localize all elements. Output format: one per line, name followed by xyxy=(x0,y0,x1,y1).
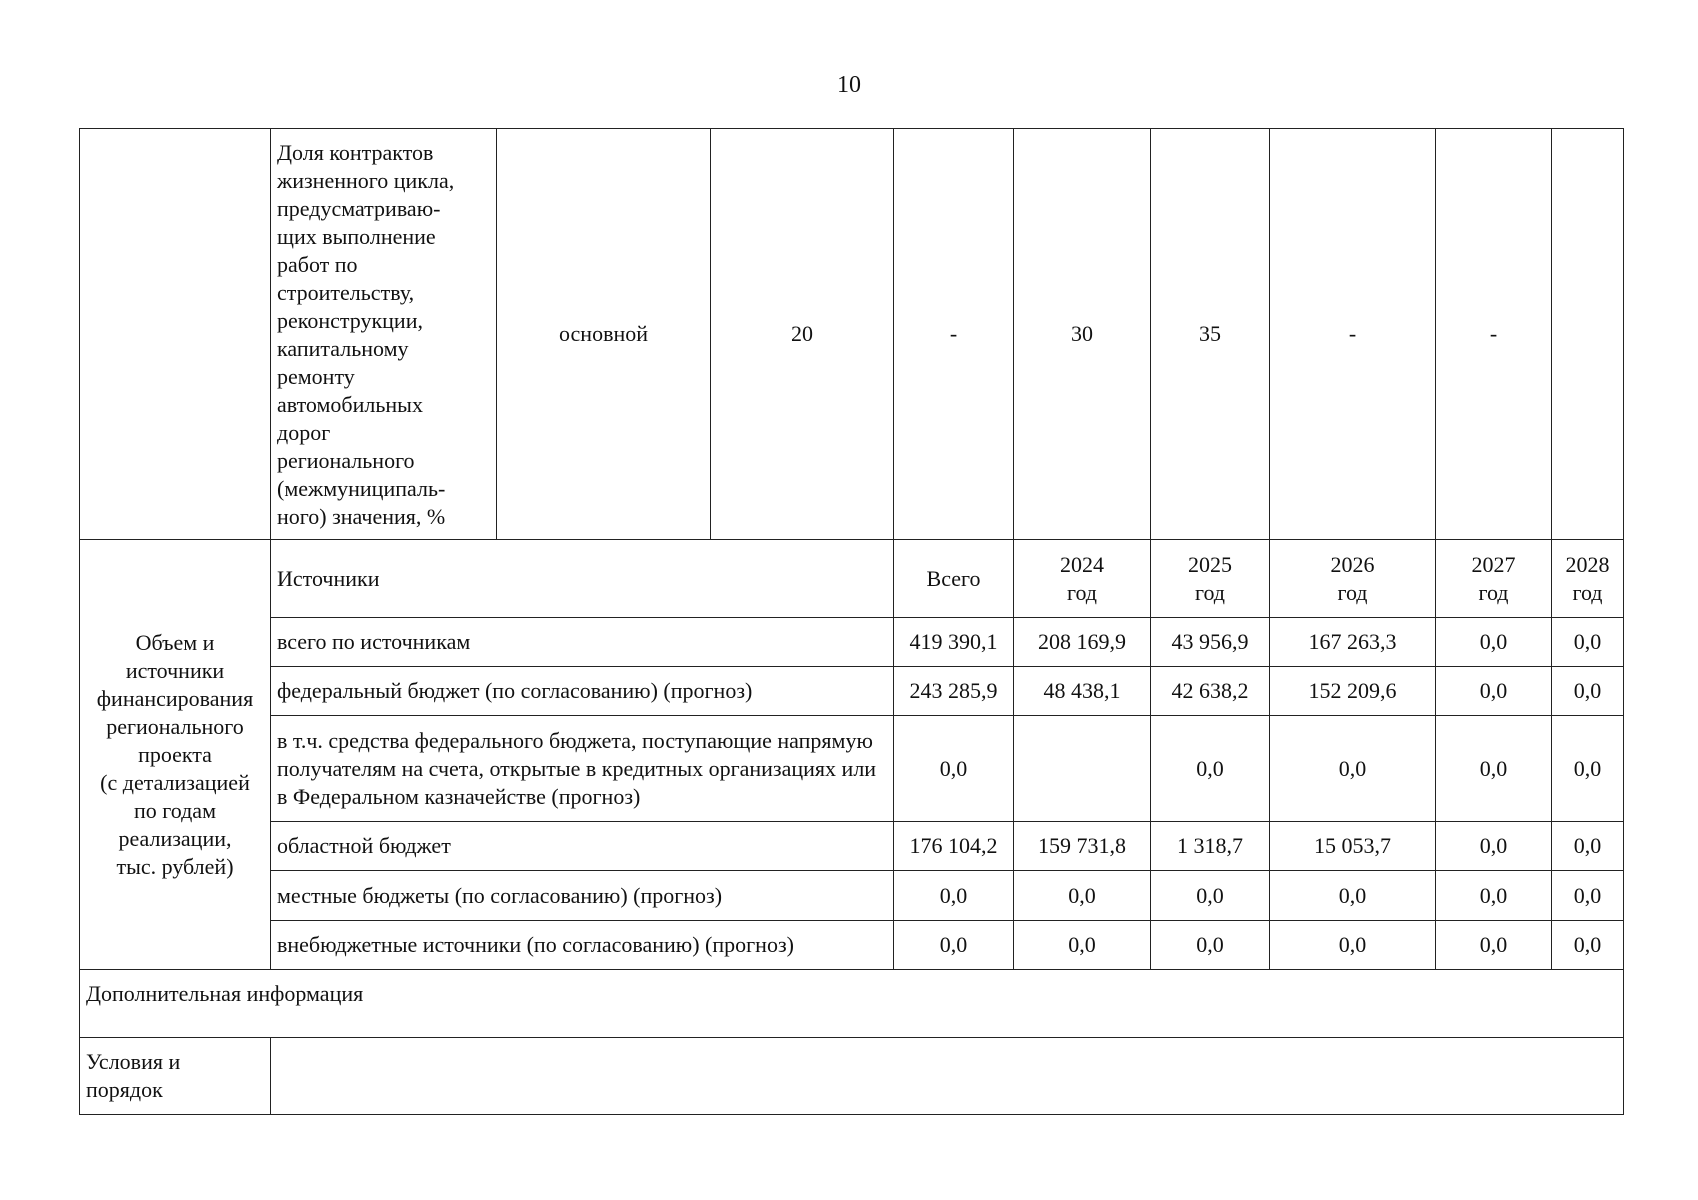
year-header: 2026 год xyxy=(1270,540,1436,618)
sources-header: Источники xyxy=(271,540,894,618)
finance-value: 0,0 xyxy=(1436,822,1552,871)
year-header: 2027 год xyxy=(1436,540,1552,618)
finance-row-label: в т.ч. средства федерального бюджета, поступающие напрямую получателям на счета, открытые в кредитных организациях или в Федеральном казначействе (прогноз) xyxy=(271,716,894,822)
finance-row-label: всего по источникам xyxy=(271,618,894,667)
conditions-content xyxy=(271,1038,1624,1115)
indicator-value xyxy=(1552,129,1624,540)
finance-value: 0,0 xyxy=(1552,822,1624,871)
finance-value: 0,0 xyxy=(894,871,1014,921)
additional-info-heading: Дополнительная информация xyxy=(80,970,1624,1038)
page-number: 10 xyxy=(837,72,861,98)
indicator-value: 35 xyxy=(1151,129,1270,540)
finance-value: 0,0 xyxy=(1014,871,1151,921)
finance-value: 0,0 xyxy=(1270,716,1436,822)
indicator-value: 30 xyxy=(1014,129,1151,540)
additional-info-row xyxy=(80,970,1624,1038)
finance-value: 1 318,7 xyxy=(1151,822,1270,871)
finance-value: 0,0 xyxy=(894,716,1014,822)
finance-value: 0,0 xyxy=(1151,921,1270,970)
finance-value: 0,0 xyxy=(1151,871,1270,921)
conditions-row xyxy=(80,1038,1624,1115)
finance-value: 0,0 xyxy=(1014,921,1151,970)
indicator-empty-cell xyxy=(80,129,271,540)
finance-row xyxy=(80,618,1624,667)
finance-value: 176 104,2 xyxy=(894,822,1014,871)
finance-value: 0,0 xyxy=(1270,921,1436,970)
indicator-value: - xyxy=(1436,129,1552,540)
indicator-type: основной xyxy=(497,129,711,540)
year-header: 2028 год xyxy=(1552,540,1624,618)
finance-value: 0,0 xyxy=(1151,716,1270,822)
year-header: 2025 год xyxy=(1151,540,1270,618)
finance-value: 0,0 xyxy=(1552,716,1624,822)
finance-value xyxy=(1014,716,1151,822)
finance-value: 0,0 xyxy=(1436,618,1552,667)
year-header: 2024 год xyxy=(1014,540,1151,618)
finance-row xyxy=(80,822,1624,871)
indicator-base-value: 20 xyxy=(711,129,894,540)
finance-value: 167 263,3 xyxy=(1270,618,1436,667)
finance-value: 152 209,6 xyxy=(1270,667,1436,716)
finance-row xyxy=(80,871,1624,921)
finance-value: 419 390,1 xyxy=(894,618,1014,667)
finance-value: 0,0 xyxy=(1270,871,1436,921)
finance-row-label: федеральный бюджет (по согласованию) (прогноз) xyxy=(271,667,894,716)
finance-value: 208 169,9 xyxy=(1014,618,1151,667)
indicator-value: - xyxy=(894,129,1014,540)
finance-row-label: областной бюджет xyxy=(271,822,894,871)
finance-value: 0,0 xyxy=(1552,871,1624,921)
finance-row xyxy=(80,716,1624,822)
total-header: Всего xyxy=(894,540,1014,618)
finance-value: 0,0 xyxy=(1436,667,1552,716)
indicator-name: Доля контрактов жизненного цикла, предусматриваю- щих выполнение работ по строительству, реконструкции, капитальному ремонту автомобильных дорог регионального (межмуниципаль- ного) значения, % xyxy=(271,129,497,540)
finance-value: 0,0 xyxy=(1436,871,1552,921)
finance-value: 0,0 xyxy=(1552,921,1624,970)
finance-value: 42 638,2 xyxy=(1151,667,1270,716)
finance-row-label: местные бюджеты (по согласованию) (прогноз) xyxy=(271,871,894,921)
finance-section-label: Объем и источники финансирования регионального проекта (с детализацией по годам реализации, тыс. рублей) xyxy=(80,540,271,970)
finance-value: 0,0 xyxy=(1552,667,1624,716)
finance-value: 15 053,7 xyxy=(1270,822,1436,871)
finance-row-label: внебюджетные источники (по согласованию) (прогноз) xyxy=(271,921,894,970)
finance-value: 0,0 xyxy=(894,921,1014,970)
indicator-value: - xyxy=(1270,129,1436,540)
indicator-row xyxy=(80,129,1624,540)
finance-value: 0,0 xyxy=(1436,716,1552,822)
conditions-label: Условия и порядок xyxy=(80,1038,271,1115)
finance-row xyxy=(80,667,1624,716)
finance-value: 243 285,9 xyxy=(894,667,1014,716)
finance-value: 0,0 xyxy=(1552,618,1624,667)
finance-value: 43 956,9 xyxy=(1151,618,1270,667)
finance-value: 159 731,8 xyxy=(1014,822,1151,871)
finance-value: 0,0 xyxy=(1436,921,1552,970)
finance-header-row xyxy=(80,540,1624,618)
project-passport-table xyxy=(79,128,1624,1115)
finance-row xyxy=(80,921,1624,970)
finance-value: 48 438,1 xyxy=(1014,667,1151,716)
